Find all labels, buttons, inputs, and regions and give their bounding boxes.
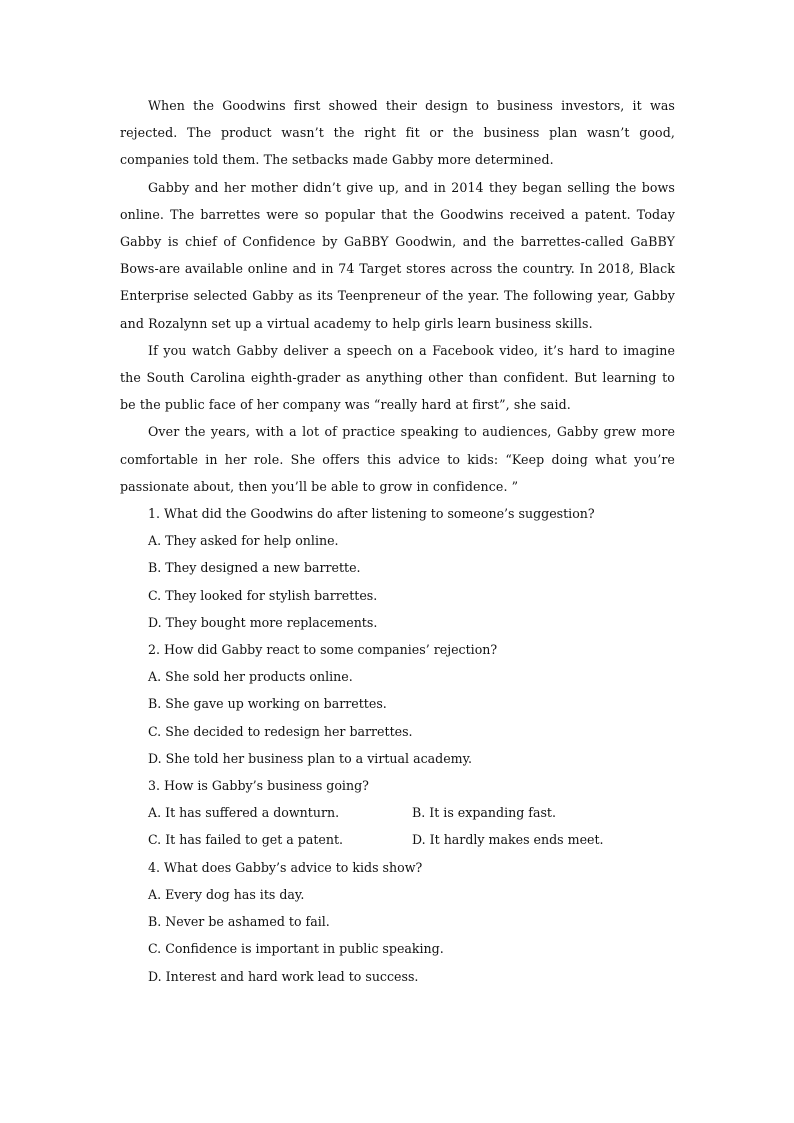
question-2-stem: 2. How did Gabby react to some companies’ rejection? bbox=[148, 642, 498, 658]
passage-paragraph-4: Over the years, with a lot of practice speaking to audiences, Gabby grew more comfortable in her role. She offers this advice to kids: “Keep doing what you’re passionate about, then you’ll be able to grow in confidence. ” bbox=[120, 424, 675, 494]
passage-paragraph-2: Gabby and her mother didn’t give up, and in 2014 they began selling the bows online. The barrettes were so popular that the Goodwins received a patent. Today Gabby is chief of Confidence by GaBBY Goodwin, and the barrettes-called GaBBY Bows-are available online and in 74 Target stores across the country. In 2018, Black Enterprise selected Gabby as its Teenpreneur of the year. The following year, Gabby and Rozalynn set up a virtual academy to help girls learn business skills. bbox=[120, 179, 675, 331]
question-1-option-a: A. They asked for help online. bbox=[148, 533, 339, 549]
question-2-option-b: B. She gave up working on barrettes. bbox=[148, 696, 387, 712]
question-4-option-b: B. Never be ashamed to fail. bbox=[148, 914, 330, 930]
question-3-option-b: B. It is expanding fast. bbox=[412, 805, 556, 821]
question-2-option-c: C. She decided to redesign her barrettes. bbox=[148, 723, 413, 739]
passage-paragraph-3: If you watch Gabby deliver a speech on a Facebook video, it’s hard to imagine the South Carolina eighth-grader as anything other than confident. But learning to be the public face of her company was “really hard at first”, she said. bbox=[120, 342, 675, 413]
question-1 bbox=[120, 500, 675, 636]
question-3-option-a: A. It has suffered a downturn. bbox=[148, 805, 340, 821]
question-4-stem: 4. What does Gabby’s advice to kids show? bbox=[148, 859, 423, 875]
question-1-option-c: C. They looked for stylish barrettes. bbox=[148, 587, 378, 603]
passage-paragraph-1: When the Goodwins first showed their design to business investors, it was rejected. The product wasn’t the right fit or the business plan wasn’t good, companies told them. The setbacks made Gabby more determined. bbox=[120, 98, 675, 168]
question-3-options-row-1 bbox=[120, 799, 675, 826]
document-page bbox=[120, 92, 675, 990]
question-2-option-d: D. She told her business plan to a virtual academy. bbox=[148, 750, 473, 766]
question-4-option-d: D. Interest and hard work lead to success. bbox=[148, 968, 419, 984]
question-1-option-b: B. They designed a new barrette. bbox=[148, 560, 361, 576]
question-2-option-a: A. She sold her products online. bbox=[148, 669, 353, 685]
question-3-option-c: C. It has failed to get a patent. bbox=[148, 832, 344, 848]
question-3-stem: 3. How is Gabby’s business going? bbox=[148, 778, 369, 794]
question-4-option-c: C. Confidence is important in public speaking. bbox=[148, 941, 444, 957]
question-1-option-d: D. They bought more replacements. bbox=[148, 614, 378, 630]
question-3-option-d: D. It hardly makes ends meet. bbox=[412, 832, 604, 848]
question-1-stem: 1. What did the Goodwins do after listening to someone’s suggestion? bbox=[148, 506, 595, 522]
question-4-option-a: A. Every dog has its day. bbox=[148, 886, 305, 902]
question-2 bbox=[120, 636, 675, 772]
question-3 bbox=[120, 772, 675, 854]
question-4 bbox=[120, 854, 675, 990]
question-3-options-row-2 bbox=[120, 826, 675, 853]
